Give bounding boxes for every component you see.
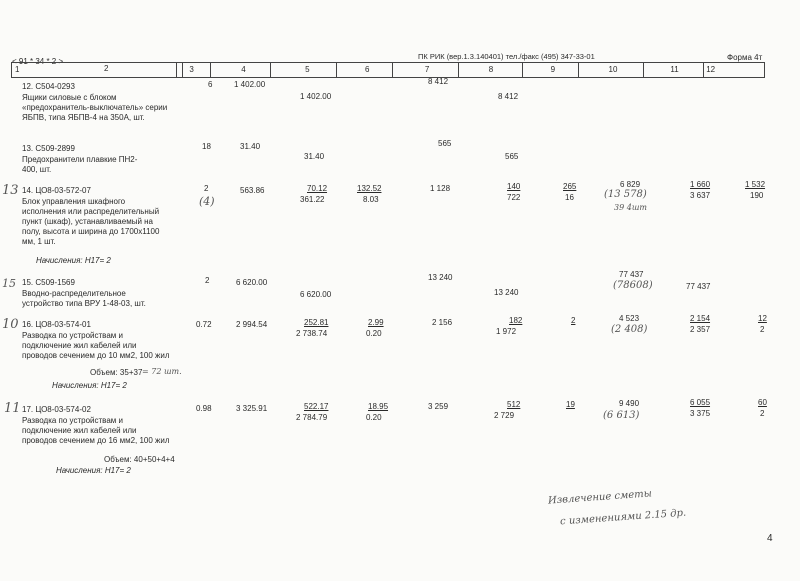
row15-margin-handwriting: 15 <box>2 277 16 290</box>
row14-current-machines: 1 532 <box>745 180 766 189</box>
row17-current-handwriting: (6 613) <box>603 410 640 421</box>
row16-volume: Объем: 35+37 <box>90 368 143 377</box>
row14-total-wage: 140 <box>507 182 521 191</box>
row16-title: 16. ЦО8-03-574-01 <box>22 320 91 329</box>
row16-current-wage: 2 154 <box>690 314 711 323</box>
row14-total: 1 128 <box>430 184 451 193</box>
row17-unit-price: 3 325.91 <box>236 404 268 413</box>
row16-margin-handwriting: 10 <box>2 317 19 332</box>
row14-current-total: 6 829 <box>620 180 641 189</box>
row17-machines: 18.95 <box>368 402 389 411</box>
col-num-7: 7 <box>393 63 459 77</box>
row14-machines-wage: 8.03 <box>363 195 379 204</box>
row15-current-materials: 77 437 <box>686 282 711 291</box>
row14-qty-handwriting: (4) <box>199 195 215 208</box>
row13-title: 13. С509-2899 <box>22 144 75 153</box>
row14-total-materials: 722 <box>507 193 521 202</box>
row14-current-wage: 1 660 <box>690 180 711 189</box>
row14-wage: 70.12 <box>307 184 328 193</box>
row17-materials: 2 784.79 <box>296 413 328 422</box>
row12-total-materials: 8 412 <box>498 92 519 101</box>
col-num-11: 11 <box>644 63 704 77</box>
col-num-12: 12 <box>706 65 716 74</box>
row13-materials: 31.40 <box>304 152 325 161</box>
col-num-8: 8 <box>459 63 523 77</box>
row14-unit-price: 563.86 <box>240 186 265 195</box>
row16-total-materials: 1 972 <box>496 327 517 336</box>
row16-machines: 2.99 <box>368 318 384 327</box>
col-num-3: 3 <box>183 63 211 77</box>
row14-current-machines-wage: 190 <box>750 191 764 200</box>
col-num-4: 4 <box>211 63 271 77</box>
row16-materials: 2 738.74 <box>296 329 328 338</box>
row13-unit-price: 31.40 <box>240 142 261 151</box>
row13-desc: Предохранители плавкие ПН2-400, шт. <box>22 155 138 174</box>
header-left-code: < 91 * 34 * 2 > <box>12 57 64 66</box>
row12-title: 12. С504-0293 <box>22 82 75 91</box>
row15-total-materials: 13 240 <box>494 288 519 297</box>
row13-qty: 18 <box>202 142 211 151</box>
row16-current-materials: 2 357 <box>690 325 711 334</box>
row14-total-machines-wage: 16 <box>565 193 574 202</box>
row16-qty: 0.72 <box>196 320 212 329</box>
row14-title: 14. ЦО8-03-572-07 <box>22 186 91 195</box>
row16-volume-handwriting: = 72 шт. <box>142 367 182 376</box>
row17-total-wage: 512 <box>507 400 521 409</box>
col-num-6: 6 <box>337 63 393 77</box>
row16-wage: 252.81 <box>304 318 329 327</box>
row15-current-handwriting: (78608) <box>613 280 653 291</box>
row14-current-handwriting: (13 578) <box>604 189 647 200</box>
row17-current-machines: 60 <box>758 398 767 407</box>
row17-qty: 0.98 <box>196 404 212 413</box>
row16-current-handwriting: (2 408) <box>611 324 648 335</box>
row17-current-machines-wage: 2 <box>760 409 765 418</box>
row16-total-wage: 182 <box>509 316 523 325</box>
row14-margin-handwriting: 13 <box>2 183 19 198</box>
row17-current-wage: 6 055 <box>690 398 711 407</box>
col-num-5: 5 <box>271 63 337 77</box>
row14-machines: 132.52 <box>357 184 382 193</box>
row14-qty: 2 <box>204 184 209 193</box>
row17-current-total: 9 490 <box>619 399 640 408</box>
row16-machines-wage: 0.20 <box>366 329 382 338</box>
bottom-handwriting-line-1: Извлечение сметы <box>547 488 653 507</box>
row14-materials: 361.22 <box>300 195 325 204</box>
row14-current-handwriting-2: 39 4шт <box>614 203 647 212</box>
row17-current-materials: 3 375 <box>690 409 711 418</box>
row15-materials: 6 620.00 <box>300 290 332 299</box>
row17-title: 17. ЦО8-03-574-02 <box>22 405 91 414</box>
col-num-10: 10 <box>579 63 645 77</box>
row12-desc: Ящики силовые с блоком «предохранитель-выключатель» серии ЯБПВ, типа ЯБПВ-4 на 350А, шт. <box>22 93 168 122</box>
row16-total: 2 156 <box>432 318 453 327</box>
row12-total: 8 412 <box>428 77 449 86</box>
row17-wage: 522.17 <box>304 402 329 411</box>
row14-desc: Блок управления шкафного исполнения или распределительный пункт (шкаф), устанавливаемый на полу, высота и ширина до 1700х1100 мм, 1 шт. <box>22 197 160 246</box>
row15-desc: Вводно-распределительное устройство типа ВРУ 1-48-03, шт. <box>22 289 146 308</box>
row15-unit-price: 6 620.00 <box>236 278 268 287</box>
row16-current-machines-wage: 2 <box>760 325 765 334</box>
row12-qty: 6 <box>208 80 213 89</box>
row16-current-machines: 12 <box>758 314 767 323</box>
bottom-handwriting-line-2: с изменениями 2.15 др. <box>559 507 687 528</box>
row15-title: 15. С509-1569 <box>22 278 75 287</box>
col-num-2-label: 2 <box>104 64 109 73</box>
row16-note: Начисления: Н17= 2 <box>52 381 127 390</box>
row16-unit-price: 2 994.54 <box>236 320 268 329</box>
row17-margin-handwriting: 11 <box>4 401 21 416</box>
row12-unit-price: 1 402.00 <box>234 80 266 89</box>
row15-current-total: 77 437 <box>619 270 644 279</box>
row16-total-machines: 2 <box>571 316 576 325</box>
col-num-1: 1 <box>12 63 177 77</box>
row16-desc: Разводка по устройствам и подключение жил кабелей или проводов сечением до 10 мм2, 100 жил <box>22 331 170 360</box>
row13-total: 565 <box>438 139 452 148</box>
row15-total: 13 240 <box>428 273 453 282</box>
header-form-label: Форма 4т <box>727 53 763 62</box>
row17-total-materials: 2 729 <box>494 411 515 420</box>
row12-materials: 1 402.00 <box>300 92 332 101</box>
row15-qty: 2 <box>205 276 210 285</box>
row17-machines-wage: 0.20 <box>366 413 382 422</box>
col-num-9: 9 <box>523 63 579 77</box>
row17-total-machines: 19 <box>566 400 575 409</box>
header-program-info: ПК РИК (вер.1.3.140401) тел./факс (495) 347-33-01 <box>418 52 595 61</box>
row17-total: 3 259 <box>428 402 449 411</box>
row16-current-total: 4 523 <box>619 314 640 323</box>
row17-note: Начисления: Н17= 2 <box>56 466 131 475</box>
row13-total-materials: 565 <box>505 152 519 161</box>
row14-note: Начисления: Н17= 2 <box>36 256 111 265</box>
column-number-row <box>11 62 765 78</box>
row14-current-materials: 3 637 <box>690 191 711 200</box>
row17-desc: Разводка по устройствам и подключение жил кабелей или проводов сечением до 16 мм2, 100 жил <box>22 416 170 445</box>
row14-total-machines: 265 <box>563 182 577 191</box>
page-number: 4 <box>767 533 773 544</box>
row17-volume: Объем: 40+50+4+4 <box>104 455 175 464</box>
